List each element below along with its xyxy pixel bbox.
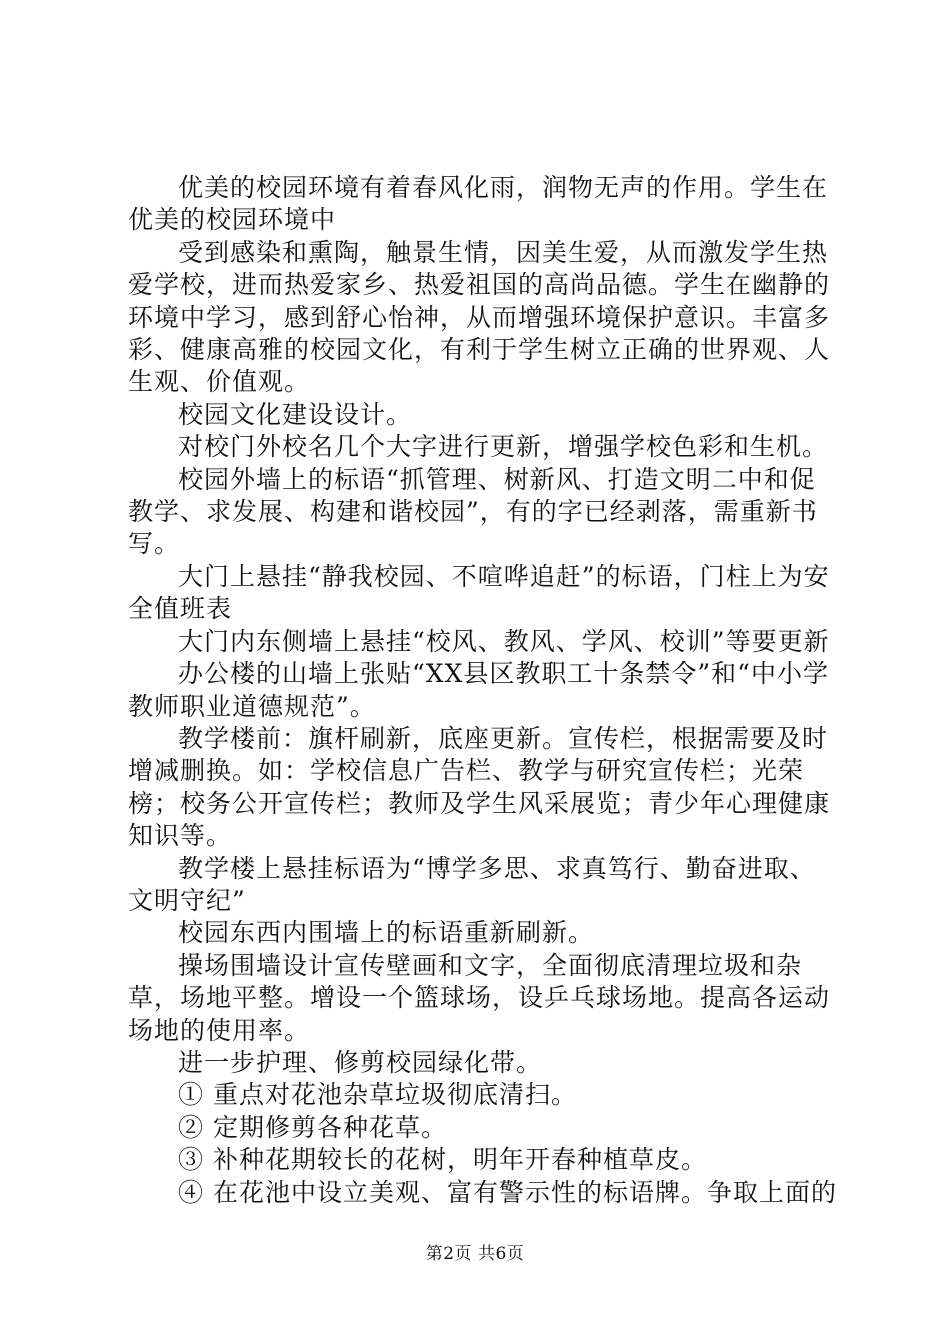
list-item: ② 定期修剪各种花草。 xyxy=(178,1112,447,1142)
paragraph: 校园外墙上的标语“抓管理、树新风、打造文明二中和促教学、求发展、构建和谐校园”，有的字已经剥落，需重新书写。 xyxy=(128,464,818,559)
paragraph: 教学楼上悬挂标语为“博学多思、求真笃行、勤奋进取、文明守纪” xyxy=(128,853,816,915)
paragraph: 校园东西内围墙上的标语重新刷新。 xyxy=(178,918,595,948)
body-text xyxy=(128,172,838,1209)
paragraph: 办公楼的山墙上张贴“XX县区教职工十条禁令”和“中小学教师职业道德规范”。 xyxy=(128,659,829,721)
paragraph: 对校门外校名几个大字进行更新，增强学校色彩和生机。 xyxy=(178,432,829,462)
paragraph: 进一步护理、修剪校园绿化带。 xyxy=(178,1047,543,1077)
paragraph: 教学楼前：旗杆刷新，底座更新。宣传栏，根据需要及时增减删换。如：学校信息广告栏、教学与研究宣传栏；光荣榜；校务公开宣传栏；教师及学生风采展览；青少年心理健康知识等。 xyxy=(128,723,831,851)
paragraph: 操场围墙设计宣传壁画和文字，全面彻底清理垃圾和杂草，场地平整。增设一个篮球场，设乒乓球场地。提高各运动场地的使用率。 xyxy=(128,950,831,1045)
page-number-footer: 第2页 共6页 xyxy=(425,1244,525,1264)
paragraph: 大门内东侧墙上悬挂“校风、教风、学风、校训”等要更新 xyxy=(178,626,830,656)
paragraph: 优美的校园环境有着春风化雨，润物无声的作用。学生在优美的校园环境中 xyxy=(128,173,829,235)
list-item: ④ 在花池中设立美观、富有警示性的标语牌。争取上面的 xyxy=(178,1177,837,1207)
paragraph: 受到感染和熏陶，触景生情，因美生爱，从而激发学生热爱学校，进而热爱家乡、热爱祖国的高尚品德。学生在幽静的环境中学习，感到舒心怡神，从而增强环境保护意识。丰富多彩、健康高雅的校园文化，有利于学生树立正确的世界观、人生观、价值观。 xyxy=(128,237,831,397)
list-item: ③ 补种花期较长的花树，明年开春种植草皮。 xyxy=(178,1145,707,1175)
paragraph: 大门上悬挂“静我校园、不喧哗追赶”的标语，门柱上为安全值班表 xyxy=(128,561,830,624)
list-item: ① 重点对花池杂草垃圾彻底清扫。 xyxy=(178,1080,577,1110)
paragraph: 校园文化建设设计。 xyxy=(178,399,413,429)
